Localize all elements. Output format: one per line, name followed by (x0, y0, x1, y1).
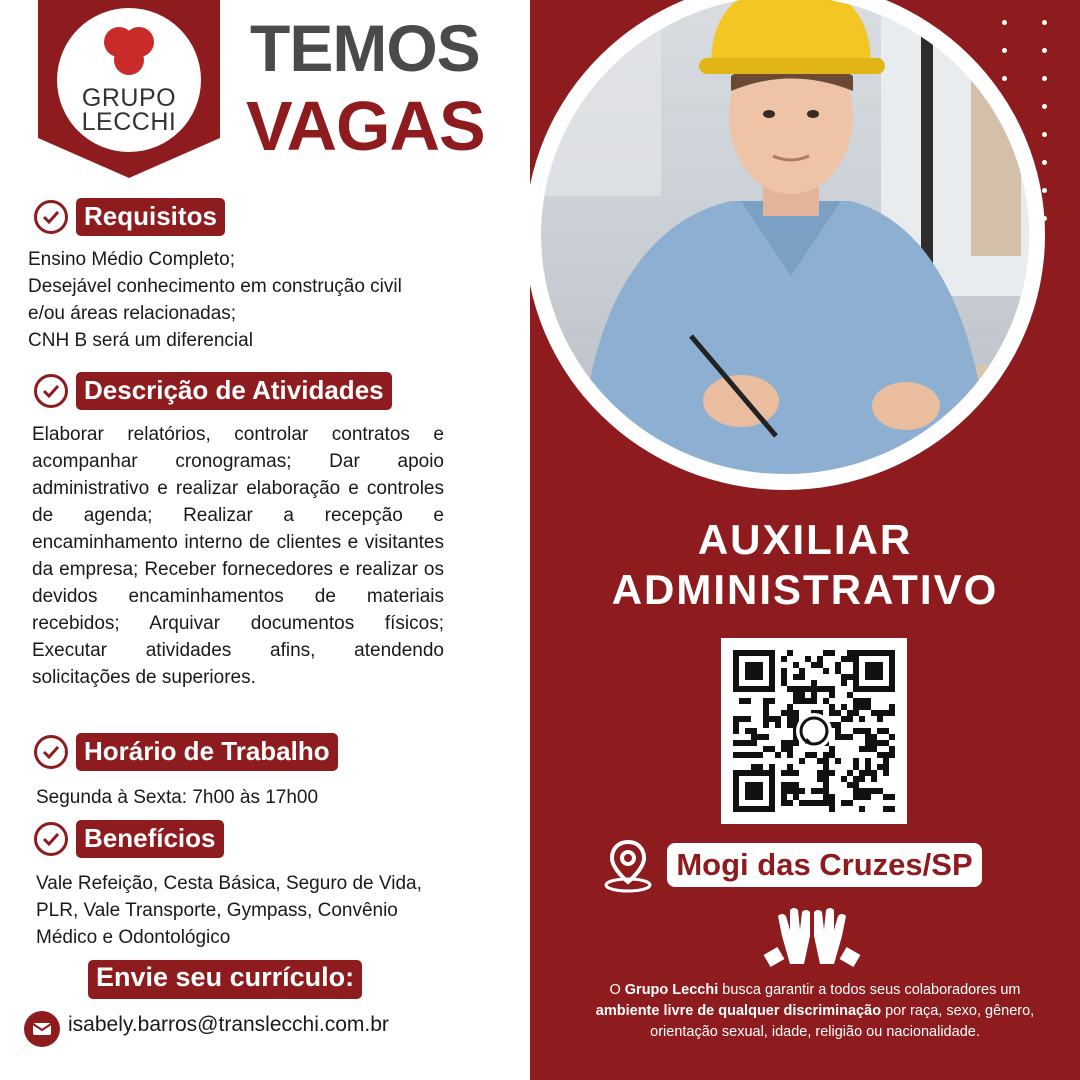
qr-module (853, 776, 859, 782)
qr-module (829, 794, 835, 800)
worker-photo (541, 0, 1029, 474)
qr-module (781, 782, 787, 788)
qr-module (823, 800, 829, 806)
requisitos-list (28, 246, 402, 354)
qr-module (865, 770, 871, 776)
qr-module (739, 716, 745, 722)
qr-module (745, 752, 751, 758)
qr-module (757, 764, 763, 770)
qr-module (751, 740, 757, 746)
logo-badge (38, 0, 220, 178)
qr-module (847, 650, 853, 656)
qr-module (745, 716, 751, 722)
high-five-icon (760, 906, 864, 973)
list-item: PLR, Vale Transporte, Gympass, Convênio (36, 900, 398, 921)
qr-module (829, 752, 835, 758)
qr-module (853, 728, 859, 734)
qr-module (877, 752, 883, 758)
horario-header (34, 733, 338, 771)
qr-module (805, 686, 811, 692)
qr-module (877, 728, 883, 734)
qr-module (841, 776, 847, 782)
qr-module (787, 650, 793, 656)
qr-module (841, 734, 847, 740)
qr-module (793, 788, 799, 794)
qr-module (745, 698, 751, 704)
qr-module (859, 746, 865, 752)
qr-module (823, 686, 829, 692)
horario-title: Horário de Trabalho (76, 733, 338, 771)
qr-module (877, 788, 883, 794)
headline-vagas: VAGAS (246, 87, 485, 165)
qr-module (859, 704, 865, 710)
qr-module (793, 770, 799, 776)
qr-module (817, 788, 823, 794)
qr-module (787, 764, 793, 770)
qr-module (835, 734, 841, 740)
qr-module (877, 740, 883, 746)
decorative-dot (1042, 188, 1047, 193)
qr-module (811, 680, 817, 686)
qr-module (817, 770, 823, 776)
qr-module (859, 806, 865, 812)
decorative-dot (1042, 48, 1047, 53)
qr-module (799, 686, 805, 692)
requisitos-header (34, 198, 225, 236)
qr-module (829, 710, 835, 716)
qr-module (793, 692, 799, 698)
list-item: CNH B será um diferencial (28, 330, 253, 351)
qr-module (751, 734, 757, 740)
qr-module (787, 710, 793, 716)
qr-module (799, 674, 805, 680)
qr-module (841, 680, 847, 686)
qr-module (823, 776, 829, 782)
decorative-dot (1042, 104, 1047, 109)
qr-module (823, 668, 829, 674)
qr-module (883, 710, 889, 716)
qr-module (871, 740, 877, 746)
qr-module (781, 668, 787, 674)
headline-temos: TEMOS (250, 11, 480, 85)
qr-module (763, 746, 769, 752)
qr-module (877, 710, 883, 716)
qr-module (859, 794, 865, 800)
qr-module (859, 698, 865, 704)
emphasis-text: ambiente livre de qualquer discriminação (595, 1003, 882, 1019)
qr-module (871, 788, 877, 794)
qr-code[interactable] (721, 638, 907, 824)
qr-module (763, 716, 769, 722)
qr-module (877, 764, 883, 770)
qr-module (823, 650, 829, 656)
company-name: Grupo Lecchi (624, 982, 719, 998)
qr-module (847, 716, 853, 722)
qr-module (829, 686, 835, 692)
qr-module (889, 752, 895, 758)
contact-email[interactable]: isabely.barros@translecchi.com.br (68, 1013, 389, 1036)
qr-module (853, 764, 859, 770)
qr-module (865, 728, 871, 734)
list-item: e/ou áreas relacionadas; (28, 303, 237, 324)
qr-module (829, 800, 835, 806)
qr-module (835, 722, 841, 728)
list-item: Vale Refeição, Cesta Básica, Seguro de Vida, (36, 873, 422, 894)
decorative-dot (1002, 48, 1007, 53)
qr-module (763, 722, 769, 728)
qr-module (793, 710, 799, 716)
qr-module (739, 752, 745, 758)
qr-module (889, 710, 895, 716)
qr-module (823, 782, 829, 788)
qr-module (841, 674, 847, 680)
qr-module (847, 656, 853, 662)
cta-send-resume: Envie seu currículo: (88, 960, 362, 999)
qr-module (787, 686, 793, 692)
qr-module (823, 758, 829, 764)
qr-module (841, 704, 847, 710)
qr-module (751, 764, 757, 770)
qr-module (871, 734, 877, 740)
qr-module (865, 758, 871, 764)
qr-module (811, 752, 817, 758)
qr-module (859, 770, 865, 776)
qr-module (805, 800, 811, 806)
qr-module (841, 716, 847, 722)
qr-module (853, 698, 859, 704)
qr-module (883, 740, 889, 746)
qr-module (877, 716, 883, 722)
qr-module (757, 734, 763, 740)
list-item: Médico e Odontológico (36, 927, 231, 948)
qr-module (769, 716, 775, 722)
qr-module (781, 710, 787, 716)
qr-module (811, 686, 817, 692)
qr-module (817, 800, 823, 806)
decorative-dot (1002, 76, 1007, 81)
decorative-dot (1042, 132, 1047, 137)
photo-frame (525, 0, 1045, 490)
qr-module (883, 794, 889, 800)
qr-module (733, 740, 739, 746)
qr-module (847, 770, 853, 776)
qr-module (871, 710, 877, 716)
qr-module (871, 776, 877, 782)
qr-module (733, 728, 739, 734)
qr-module (733, 752, 739, 758)
qr-module (763, 698, 769, 704)
qr-module (787, 716, 793, 722)
qr-module (793, 686, 799, 692)
qr-module (841, 656, 847, 662)
qr-module (835, 758, 841, 764)
check-icon (34, 735, 68, 769)
list-item: Ensino Médio Completo; (28, 249, 235, 270)
qr-module (793, 794, 799, 800)
qr-module (859, 728, 865, 734)
qr-module (865, 734, 871, 740)
qr-module (805, 752, 811, 758)
qr-module (823, 698, 829, 704)
logo-text-line1: GRUPO (81, 84, 177, 112)
qr-module (811, 692, 817, 698)
qr-module (799, 758, 805, 764)
beneficios-header (34, 820, 224, 858)
beneficios-list (36, 870, 422, 951)
qr-module (739, 740, 745, 746)
qr-module (883, 728, 889, 734)
qr-module (859, 716, 865, 722)
decorative-dot (1002, 20, 1007, 25)
qr-module (805, 698, 811, 704)
qr-module (829, 806, 835, 812)
qr-module (781, 794, 787, 800)
job-title-line1: AUXILIAR (697, 516, 913, 563)
logo-text-line2: LECCHI (81, 108, 177, 136)
qr-module (859, 788, 865, 794)
qr-module (853, 704, 859, 710)
qr-module (865, 740, 871, 746)
qr-module (889, 806, 895, 812)
qr-module (781, 800, 787, 806)
qr-module (799, 692, 805, 698)
qr-module (853, 782, 859, 788)
qr-module (835, 662, 841, 668)
qr-module (733, 722, 739, 728)
qr-module (787, 704, 793, 710)
qr-module (865, 764, 871, 770)
qr-module (757, 752, 763, 758)
qr-module (853, 788, 859, 794)
qr-module (781, 680, 787, 686)
qr-module (775, 716, 781, 722)
mail-icon (24, 1011, 60, 1047)
qr-module (781, 740, 787, 746)
qr-module (781, 746, 787, 752)
diversity-note: O Grupo Lecchi busca garantir a todos seus colaboradores um ambiente livre de qualquer discriminação por raça, sexo, gênero, orientação sexual, idade, religião ou nacionalidade. (595, 982, 1035, 1040)
qr-module (769, 698, 775, 704)
qr-module (781, 770, 787, 776)
qr-module (769, 764, 775, 770)
qr-module (823, 770, 829, 776)
descricao-text: Elaborar relatórios, controlar contratos e acompanhar cronogramas; Dar apoio administrativo e realizar elaboração e controles de agenda; Realizar a recepção e encaminhamento interno de clientes e visitantes da empresa; Receber fornecedores e realizar os devidos encaminhamentos de materiais recebidos; Arquivar documentos físicos; Executar atividades afins, atendendo solicitações de superiores. (32, 424, 444, 688)
qr-module (817, 656, 823, 662)
qr-module (805, 656, 811, 662)
qr-module (799, 668, 805, 674)
check-icon (34, 200, 68, 234)
qr-module (793, 740, 799, 746)
qr-module (883, 758, 889, 764)
qr-module (745, 740, 751, 746)
qr-module (799, 698, 805, 704)
descricao-header (34, 372, 392, 410)
qr-module (745, 728, 751, 734)
qr-module (823, 764, 829, 770)
qr-module (751, 752, 757, 758)
check-icon (34, 822, 68, 856)
qr-module (847, 800, 853, 806)
qr-module (763, 734, 769, 740)
qr-module (865, 788, 871, 794)
qr-module (871, 746, 877, 752)
qr-module (841, 800, 847, 806)
qr-module (775, 752, 781, 758)
qr-module (811, 788, 817, 794)
qr-module (781, 788, 787, 794)
requisitos-title: Requisitos (76, 198, 225, 236)
qr-module (811, 800, 817, 806)
qr-module (847, 782, 853, 788)
qr-module (835, 728, 841, 734)
qr-module (733, 716, 739, 722)
qr-module (787, 746, 793, 752)
qr-module (787, 788, 793, 794)
qr-module (823, 794, 829, 800)
qr-module (817, 758, 823, 764)
qr-module (847, 734, 853, 740)
qr-module (883, 752, 889, 758)
location-label: Mogi das Cruzes/SP (667, 843, 982, 887)
qr-module (829, 650, 835, 656)
location-pin-icon (600, 838, 656, 899)
qr-module (787, 800, 793, 806)
beneficios-title: Benefícios (76, 820, 224, 858)
qr-module (829, 692, 835, 698)
qr-module (883, 764, 889, 770)
qr-module (787, 740, 793, 746)
qr-module (865, 704, 871, 710)
qr-module (793, 782, 799, 788)
qr-module (859, 776, 865, 782)
qr-module (847, 710, 853, 716)
qr-module (889, 794, 895, 800)
qr-module (817, 686, 823, 692)
qr-module (889, 734, 895, 740)
qr-module (787, 770, 793, 776)
qr-module (835, 668, 841, 674)
qr-module (853, 794, 859, 800)
qr-module (883, 806, 889, 812)
qr-module (793, 674, 799, 680)
qr-module (799, 788, 805, 794)
qr-module (853, 710, 859, 716)
horario-text: Segunda à Sexta: 7h00 às 17h00 (36, 787, 319, 808)
qr-module (817, 776, 823, 782)
job-title-line2: ADMINISTRATIVO (611, 566, 999, 613)
qr-module (811, 698, 817, 704)
qr-module (763, 704, 769, 710)
qr-module (739, 698, 745, 704)
qr-module (781, 656, 787, 662)
qr-module (883, 770, 889, 776)
decorative-dot (1042, 160, 1047, 165)
qr-module (835, 710, 841, 716)
qr-module (865, 746, 871, 752)
qr-module (865, 698, 871, 704)
qr-module (829, 746, 835, 752)
qr-module (823, 752, 829, 758)
qr-module (871, 770, 877, 776)
qr-module (853, 758, 859, 764)
check-icon (34, 374, 68, 408)
qr-module (763, 710, 769, 716)
decorative-dot (1042, 20, 1047, 25)
qr-module (799, 800, 805, 806)
qr-module (823, 788, 829, 794)
qr-module (775, 722, 781, 728)
qr-module (865, 794, 871, 800)
qr-module (787, 722, 793, 728)
qr-module (787, 752, 793, 758)
qr-module (811, 662, 817, 668)
qr-module (787, 782, 793, 788)
qr-module (793, 662, 799, 668)
qr-module (769, 746, 775, 752)
list-item: Desejável conhecimento em construção civil (28, 276, 402, 297)
qr-module (793, 698, 799, 704)
descricao-title: Descrição de Atividades (76, 372, 392, 410)
qr-module (751, 728, 757, 734)
qr-module (817, 662, 823, 668)
qr-module (847, 674, 853, 680)
qr-module (829, 704, 835, 710)
qr-module (829, 770, 835, 776)
qr-module (889, 704, 895, 710)
decorative-dot (1042, 76, 1047, 81)
qr-module (847, 692, 853, 698)
qr-module (793, 716, 799, 722)
job-title (530, 515, 1080, 615)
qr-module (889, 746, 895, 752)
qr-module (781, 674, 787, 680)
